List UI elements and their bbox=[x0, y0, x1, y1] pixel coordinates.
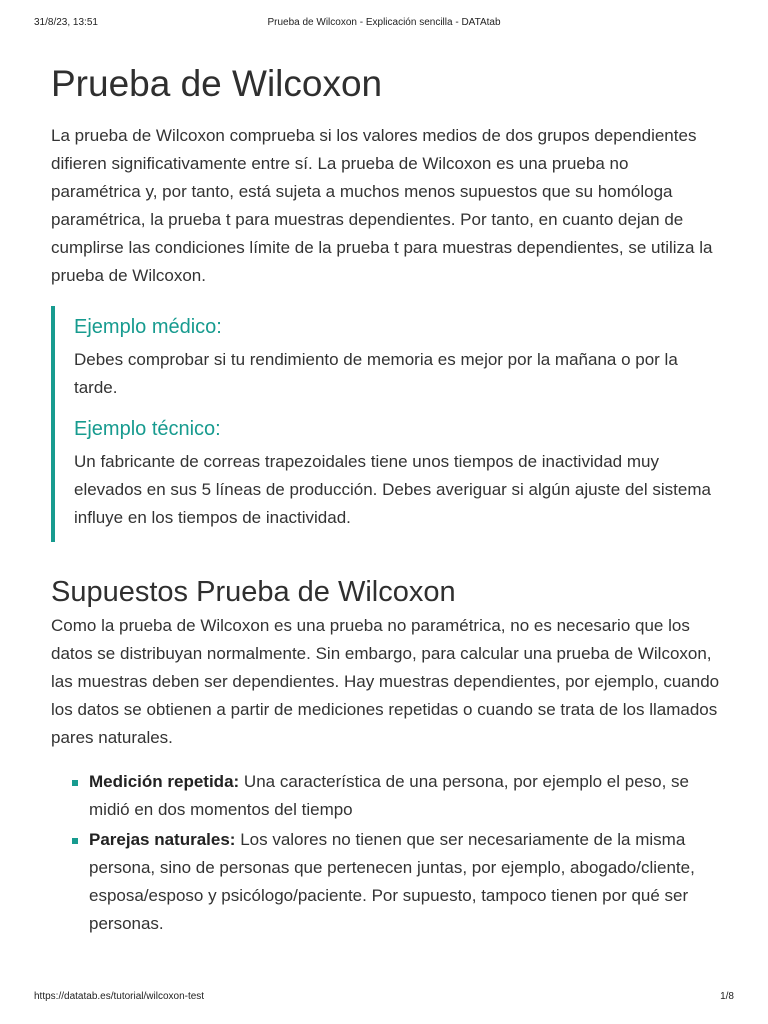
section-title-assumptions: Supuestos Prueba de Wilcoxon bbox=[51, 576, 456, 608]
example-heading-technical: Ejemplo técnico: bbox=[74, 418, 221, 440]
print-page-number: 1/8 bbox=[720, 991, 734, 1002]
print-header bbox=[0, 17, 768, 31]
list-item bbox=[89, 768, 721, 824]
section-paragraph: Como la prueba de Wilcoxon es una prueba no paramétrica, no es necesario que los datos se distribuyan normalmente. Sin embargo, para calcular una prueba de Wilcoxon, las muestras deben ser dependientes. Hay muestras dependientes, por ejemplo, cuando los datos se obtienen a partir de mediciones repetidas o cuando se trata de los llamados pares naturales. bbox=[51, 616, 720, 747]
print-date: 31/8/23, 13:51 bbox=[34, 17, 98, 28]
square-bullet-icon bbox=[72, 780, 78, 786]
example-heading-medical: Ejemplo médico: bbox=[74, 316, 222, 338]
example-text-technical: Un fabricante de correas trapezoidales tiene unos tiempos de inactividad muy elevados en sus 5 líneas de producción. Debes averiguar si algún ajuste del sistema influye en los tiempos de inactividad. bbox=[74, 452, 711, 527]
examples-callout bbox=[51, 306, 721, 542]
list-item-term: Parejas naturales: bbox=[89, 830, 236, 849]
intro-paragraph: La prueba de Wilcoxon comprueba si los valores medios de dos grupos dependientes difieren significativamente entre sí. La prueba de Wilcoxon es una prueba no paramétrica y, por tanto, está sujeta a muchos menos supuestos que su homóloga paramétrica, la prueba t para muestras dependientes. Por tanto, en cuanto dejan de cumplirse las condiciones límite de la prueba t para muestras dependientes, se utiliza la prueba de Wilcoxon. bbox=[51, 126, 713, 285]
list-item-text: Una característica de una persona, por ejemplo el peso, se midió en dos momentos del tiempo bbox=[89, 772, 689, 819]
list-item-text: Los valores no tienen que ser necesariamente de la misma persona, sino de personas que pertenecen juntas, por ejemplo, abogado/cliente, esposa/esposo y psicólogo/paciente. Por supuesto, tampoco tienen por qué ser personas. bbox=[89, 830, 695, 933]
page-title: Prueba de Wilcoxon bbox=[51, 63, 383, 104]
print-footer bbox=[0, 991, 768, 1005]
article bbox=[51, 60, 721, 940]
square-bullet-icon bbox=[72, 838, 78, 844]
list-item bbox=[89, 826, 721, 938]
print-page-title: Prueba de Wilcoxon - Explicación sencilla - DATAtab bbox=[267, 17, 501, 28]
example-text-medical: Debes comprobar si tu rendimiento de memoria es mejor por la mañana o por la tarde. bbox=[74, 350, 678, 397]
print-url: https://datatab.es/tutorial/wilcoxon-test bbox=[34, 991, 205, 1002]
assumptions-list bbox=[51, 768, 721, 938]
list-item-term: Medición repetida: bbox=[89, 772, 240, 791]
